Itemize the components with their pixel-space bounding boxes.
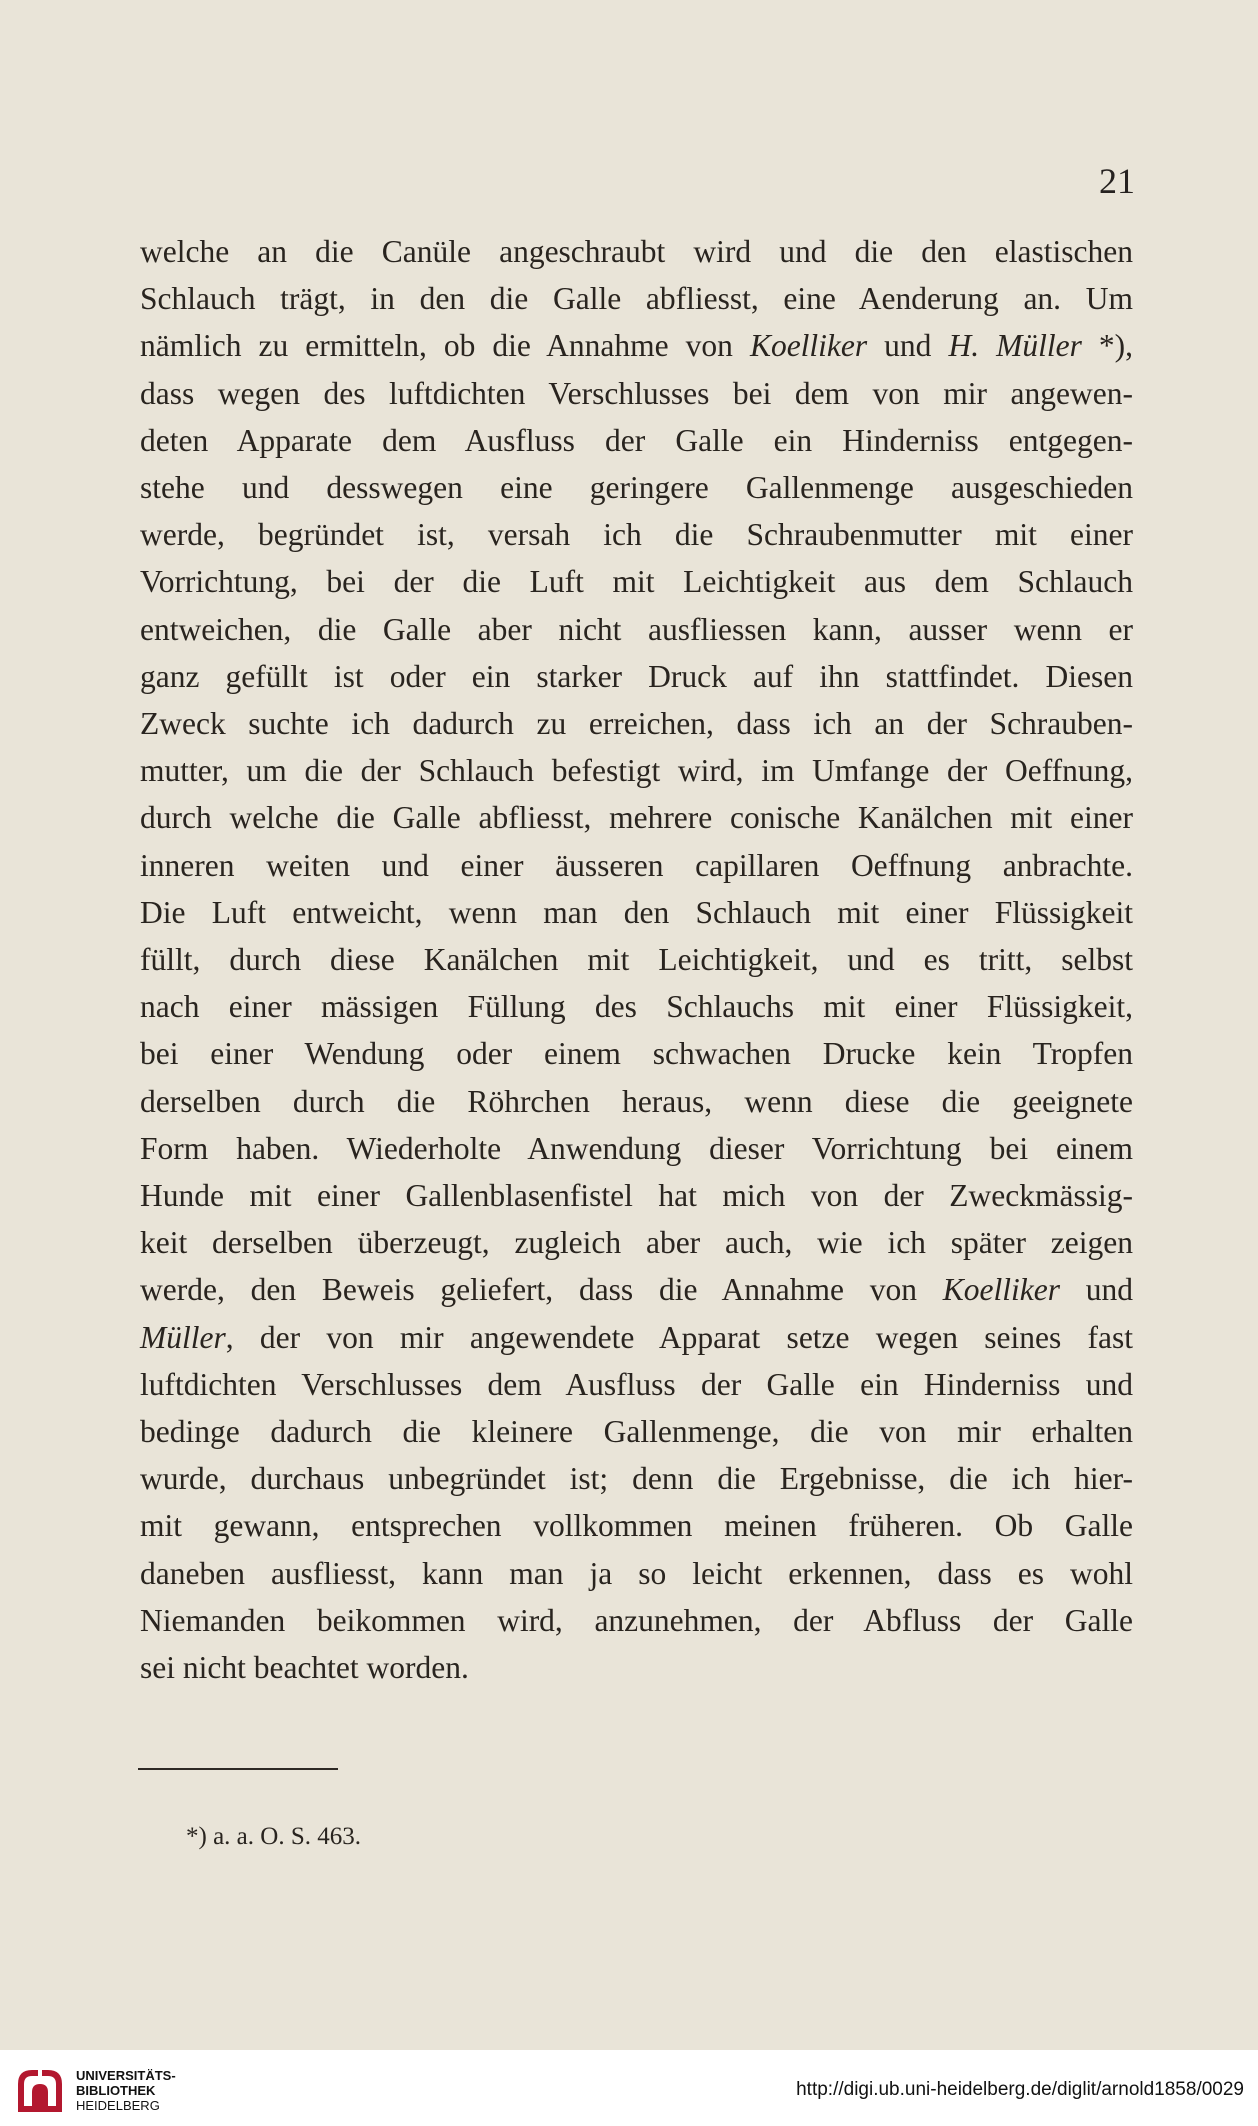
text-line — [140, 1125, 1133, 1172]
source-url-link[interactable]: http://digi.ub.uni-heidelberg.de/diglit/arnold1858/0029 — [796, 2079, 1244, 2100]
text-segment: und — [867, 328, 949, 364]
text-segment: Niemanden beikommen wird, anzunehmen, der Abfluss der Galle — [140, 1602, 1133, 1638]
text-segment: bei einer Wendung oder einem schwachen Drucke kein Tropfen — [140, 1036, 1133, 1072]
text-line — [140, 275, 1133, 322]
text-line — [140, 747, 1133, 794]
text-line — [140, 1078, 1133, 1125]
text-line — [140, 1361, 1133, 1408]
italic-name: H. Müller — [948, 328, 1082, 364]
text-segment: mutter, um die der Schlauch befestigt wird, im Umfange der Oeffnung, — [140, 753, 1133, 789]
text-line — [140, 653, 1133, 700]
text-line — [140, 322, 1133, 369]
text-line — [140, 1172, 1133, 1219]
text-line — [140, 511, 1133, 558]
italic-name: Koelliker — [942, 1272, 1060, 1308]
text-segment: ganz gefüllt ist oder ein starker Druck auf ihn stattfindet. Diesen — [140, 658, 1133, 694]
text-line — [140, 1597, 1133, 1644]
library-name-line3: HEIDELBERG — [76, 2097, 160, 2113]
text-segment: stehe und desswegen eine geringere Gallenmenge ausgeschieden — [140, 470, 1133, 506]
text-segment: keit derselben überzeugt, zugleich aber auch, wie ich später zeigen — [140, 1225, 1133, 1261]
text-line — [140, 606, 1133, 653]
text-line — [140, 1219, 1133, 1266]
text-line — [140, 842, 1133, 889]
text-line — [140, 983, 1133, 1030]
text-segment: wurde, durchaus unbegründet ist; denn die Ergebnisse, die ich hier- — [140, 1461, 1133, 1497]
text-segment: luftdichten Verschlusses dem Ausfluss der Galle ein Hinderniss und — [140, 1366, 1133, 1402]
text-segment: werde, den Beweis geliefert, dass die Annahme von — [140, 1272, 943, 1308]
text-segment: inneren weiten und einer äusseren capillaren Oeffnung anbrachte. — [140, 847, 1133, 883]
text-segment: bedinge dadurch die kleinere Gallenmenge, die von mir erhalten — [140, 1414, 1133, 1450]
heidelberg-seal-icon — [12, 2062, 68, 2118]
library-logo[interactable] — [12, 2062, 176, 2118]
text-line — [140, 228, 1133, 275]
text-line — [140, 1266, 1133, 1313]
text-line — [140, 370, 1133, 417]
text-segment: nach einer mässigen Füllung des Schlauchs mit einer Flüssigkeit, — [140, 989, 1133, 1025]
text-segment: sei nicht beachtet worden. — [140, 1650, 469, 1686]
text-line — [140, 1502, 1133, 1549]
text-segment: Hunde mit einer Gallenblasenfistel hat mich von der Zweckmässig- — [140, 1178, 1133, 1214]
text-segment: nämlich zu ermitteln, ob die Annahme von — [140, 328, 750, 364]
text-segment: dass wegen des luftdichten Verschlusses bei dem von mir angewen- — [140, 375, 1133, 411]
text-segment: Zweck suchte ich dadurch zu erreichen, dass ich an der Schrauben- — [140, 706, 1133, 742]
text-segment: daneben ausfliesst, kann man ja so leicht erkennen, dass es wohl — [140, 1555, 1133, 1591]
text-segment: Form haben. Wiederholte Anwendung dieser Vorrichtung bei einem — [140, 1130, 1133, 1166]
text-line — [140, 1644, 1133, 1691]
text-segment: derselben durch die Röhrchen heraus, wenn diese die geeignete — [140, 1083, 1133, 1119]
text-line — [140, 794, 1133, 841]
text-line — [140, 417, 1133, 464]
text-line — [140, 1455, 1133, 1502]
footnote: *) a. a. O. S. 463. — [186, 1823, 361, 1850]
text-line — [140, 1314, 1133, 1361]
text-segment: , der von mir angewendete Apparat setze wegen seines fast — [225, 1319, 1133, 1355]
text-segment: und — [1059, 1272, 1134, 1308]
library-name — [76, 2068, 176, 2113]
library-name-line2: BIBLIOTHEK — [76, 2082, 156, 2098]
text-segment: Die Luft entweicht, wenn man den Schlauch mit einer Flüssigkeit — [140, 894, 1133, 930]
text-line — [140, 1408, 1133, 1455]
text-segment: mit gewann, entsprechen vollkommen meinen früheren. Ob Galle — [140, 1508, 1133, 1544]
text-segment: Schlauch trägt, in den die Galle abfliesst, eine Aenderung an. Um — [140, 281, 1133, 317]
footnote-rule — [138, 1768, 338, 1770]
text-line — [140, 889, 1133, 936]
page-number: 21 — [1099, 161, 1135, 201]
text-segment: entweichen, die Galle aber nicht ausfliessen kann, ausser wenn er — [140, 611, 1133, 647]
text-segment: *), — [1081, 328, 1134, 364]
text-segment: welche an die Canüle angeschraubt wird und die den elastischen — [140, 234, 1133, 269]
text-line — [140, 700, 1133, 747]
text-segment: werde, begründet ist, versah ich die Schraubenmutter mit einer — [140, 517, 1133, 553]
text-segment: durch welche die Galle abfliesst, mehrere conische Kanälchen mit einer — [140, 800, 1133, 836]
text-segment: füllt, durch diese Kanälchen mit Leichtigkeit, und es tritt, selbst — [140, 942, 1133, 978]
library-name-line1: UNIVERSITÄTS- — [76, 2067, 176, 2083]
text-line — [140, 464, 1133, 511]
text-line — [140, 558, 1133, 605]
body-text — [140, 228, 1133, 1691]
text-segment: deten Apparate dem Ausfluss der Galle ein Hinderniss entgegen- — [140, 422, 1133, 458]
text-line — [140, 1030, 1133, 1077]
text-line — [140, 1550, 1133, 1597]
italic-name: Koelliker — [749, 328, 868, 364]
italic-name: Müller — [140, 1319, 226, 1355]
text-line — [140, 936, 1133, 983]
text-segment: Vorrichtung, bei der die Luft mit Leichtigkeit aus dem Schlauch — [140, 564, 1133, 600]
